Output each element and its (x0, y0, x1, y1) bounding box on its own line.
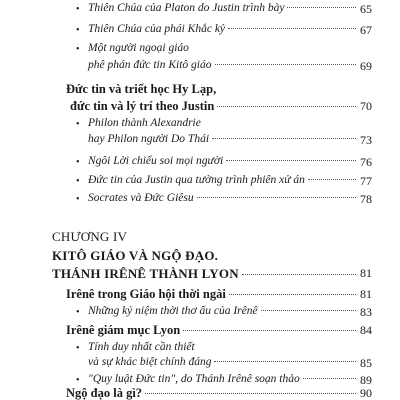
chapter-title-line: KITÔ GIÁO VÀ NGỘ ĐẠO. (52, 248, 219, 263)
toc-entry-page: 69 (360, 59, 372, 73)
toc-entry-title: phê phán đức tin Kitô giáo (88, 59, 212, 71)
toc-entry-continuation[interactable] (0, 59, 400, 71)
toc-entry[interactable] (0, 155, 400, 167)
bullet-icon: • (76, 157, 80, 168)
toc-entry-continuation[interactable] (0, 133, 400, 145)
dot-leader (287, 7, 356, 8)
toc-entry[interactable] (0, 42, 400, 54)
toc-entry-page: 85 (360, 356, 372, 370)
toc-entry-page: 81 (360, 287, 372, 301)
chapter-number[interactable] (0, 229, 400, 245)
toc-entry-page: 70 (360, 99, 372, 113)
toc-entry[interactable] (0, 341, 400, 353)
chapter-title[interactable] (0, 248, 400, 264)
toc-entry[interactable] (0, 305, 400, 317)
toc-entry-title: "Quy luật Đức tin", do Thánh Irênê soạn thảo (88, 373, 300, 385)
bullet-icon: • (76, 343, 80, 354)
toc-entry-title: hay Philon người Do Thái (88, 133, 210, 145)
toc-entry-title: Một người ngoại giáo (88, 42, 189, 54)
toc-entry[interactable] (0, 23, 400, 35)
bullet-icon: • (76, 307, 80, 318)
bullet-icon: • (76, 25, 80, 36)
dot-leader (212, 138, 356, 139)
toc-entry-page: 90 (360, 386, 372, 400)
toc-entry[interactable] (0, 192, 400, 204)
chapter-label: CHƯƠNG IV (52, 229, 128, 244)
bullet-icon: • (76, 4, 80, 15)
dot-leader (242, 274, 356, 275)
toc-entry[interactable] (0, 2, 400, 14)
toc-section[interactable] (0, 287, 400, 302)
toc-entry-title: Philon thành Alexandrie (88, 117, 201, 129)
toc-section[interactable] (0, 323, 400, 338)
dot-leader (217, 106, 356, 107)
bullet-icon: • (76, 375, 80, 386)
toc-section[interactable] (0, 386, 400, 400)
toc-entry-page: 77 (360, 174, 372, 188)
toc-entry-page: 83 (360, 305, 372, 319)
toc-entry-title: Thiên Chúa của phái Khắc kỷ (88, 23, 226, 35)
bullet-icon: • (76, 119, 80, 130)
toc-entry-page: 67 (360, 23, 372, 37)
dot-leader (303, 378, 356, 379)
dot-leader (226, 160, 356, 161)
toc-section-title: Ngộ đạo là gì? (66, 386, 143, 400)
toc-entry-page: 65 (360, 2, 372, 16)
chapter-title[interactable] (0, 266, 400, 282)
toc-entry-page: 81 (360, 266, 372, 280)
dot-leader (214, 361, 356, 362)
dot-leader (228, 28, 356, 29)
toc-entry-page: 73 (360, 133, 372, 147)
dot-leader (145, 393, 356, 394)
dot-leader (183, 330, 356, 331)
toc-entry-title: Những kỷ niệm thời thơ ấu của Irênê (88, 305, 258, 317)
bullet-icon: • (76, 176, 80, 187)
toc-section-title: Irênê trong Giáo hội thời ngài (66, 287, 226, 301)
toc-section-title: Đức tin và triết học Hy Lạp, (66, 82, 217, 96)
toc-entry-title: Thiên Chúa của Platon do Justin trình bày (88, 2, 285, 14)
toc-entry[interactable] (0, 117, 400, 129)
toc-entry[interactable] (0, 174, 400, 186)
toc-entry-page: 89 (360, 373, 372, 387)
toc-section-continuation[interactable] (0, 99, 400, 114)
toc-entry-page: 78 (360, 192, 372, 206)
dot-leader (308, 179, 356, 180)
bullet-icon: • (76, 44, 80, 55)
chapter-title-line: THÁNH IRÊNÊ THÀNH LYON (52, 266, 239, 281)
dot-leader (197, 197, 356, 198)
toc-entry-title: Tính duy nhất cần thiết (88, 341, 195, 353)
toc-section-title: Irênê giám mục Lyon (66, 323, 181, 337)
dot-leader (261, 310, 356, 311)
toc-entry[interactable] (0, 373, 400, 385)
toc-entry-title: Đức tin của Justin qua tường trình phiên xử án (88, 174, 305, 186)
toc-entry-title: Ngôi Lời chiếu soi mọi người (88, 155, 224, 167)
toc-entry-title: và sự khác biệt chính đáng (88, 356, 212, 368)
toc-section[interactable] (0, 82, 400, 97)
bullet-icon: • (76, 194, 80, 205)
toc-section-title: đức tin và lý trí theo Justin (70, 99, 215, 113)
toc-entry-page: 76 (360, 155, 372, 169)
dot-leader (229, 294, 356, 295)
dot-leader (215, 64, 356, 65)
toc-entry-page: 84 (360, 323, 372, 337)
toc-entry-title: Socrates và Đức Giêsu (88, 192, 194, 204)
toc-entry-continuation[interactable] (0, 356, 400, 368)
